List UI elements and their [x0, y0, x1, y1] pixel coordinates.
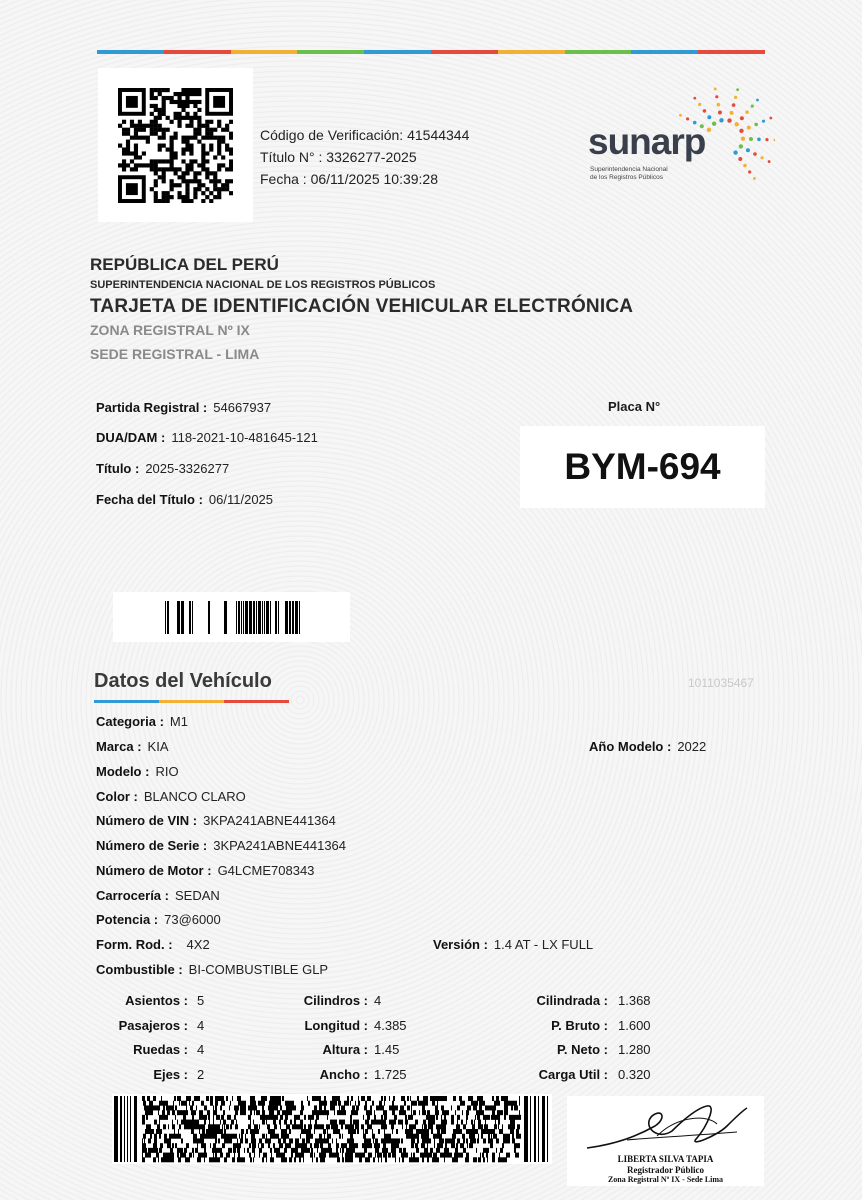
titulo-label: Título : — [96, 461, 140, 476]
field-color — [96, 789, 246, 804]
spec-altura-label-wrap — [258, 1042, 368, 1057]
signer-name: LIBERTA SILVA TAPIA — [617, 1154, 714, 1164]
sunarp-logo — [585, 86, 775, 194]
field-serie — [96, 838, 346, 853]
spec-pbruto-label-wrap — [488, 1018, 608, 1033]
section-title-datos: Datos del Vehículo — [94, 670, 272, 692]
cilindros-value: 4 — [374, 993, 382, 1008]
pbruto-label: P. Bruto : — [551, 1018, 608, 1033]
signature-icon — [567, 1096, 764, 1156]
combustible-value: BI-COMBUSTIBLE GLP — [188, 962, 329, 977]
pneto-value: 1.280 — [618, 1042, 651, 1057]
top-color-stripe — [97, 50, 765, 54]
formrod-value: 4X2 — [186, 937, 210, 952]
header-superintendencia: SUPERINTENDENCIA NACIONAL DE LOS REGISTROS PÚBLICOS — [90, 279, 436, 291]
carga-value: 0.320 — [618, 1067, 651, 1082]
color-value: BLANCO CLARO — [143, 789, 246, 804]
spec-cilindros-label-wrap — [258, 993, 368, 1008]
longitud-value: 4.385 — [374, 1018, 407, 1033]
header-sede: SEDE REGISTRAL - LIMA — [90, 346, 260, 362]
pasajeros-value: 4 — [197, 1018, 205, 1033]
motor-label: Número de Motor : — [96, 863, 212, 878]
verification-title-label: Título N° : — [260, 149, 323, 165]
partida-value: 54667937 — [213, 400, 272, 415]
field-titulo — [96, 461, 229, 476]
field-vin — [96, 813, 336, 828]
stripe-segment — [631, 50, 698, 54]
logo-wordmark: sunarp — [588, 121, 706, 162]
stripe-segment — [431, 50, 498, 54]
fecha-titulo-value: 06/11/2025 — [208, 492, 274, 507]
verification-code-value: 41544344 — [407, 127, 470, 143]
field-fecha-titulo — [96, 492, 273, 507]
field-potencia — [96, 912, 221, 927]
anio-value: 2022 — [677, 739, 707, 754]
underline-segment — [94, 700, 159, 703]
cilindros-label: Cilindros : — [303, 993, 368, 1008]
field-anio-modelo — [589, 739, 706, 754]
potencia-label: Potencia : — [96, 912, 159, 927]
header-republica: REPÚBLICA DEL PERÚ — [90, 255, 279, 274]
stripe-segment — [231, 50, 298, 54]
verification-block — [260, 124, 469, 190]
spec-asientos-label-wrap — [88, 993, 188, 1008]
field-dua — [96, 430, 318, 445]
ruedas-value: 4 — [197, 1042, 205, 1057]
pneto-label: P. Neto : — [556, 1042, 608, 1057]
vin-label: Número de VIN : — [96, 813, 198, 828]
header-zona: ZONA REGISTRAL Nº IX — [90, 322, 250, 338]
barcode-icon — [113, 592, 350, 642]
field-partida — [96, 400, 271, 415]
version-value: 1.4 AT - LX FULL — [493, 937, 594, 952]
spec-ancho-label-wrap — [258, 1067, 368, 1082]
spec-longitud-label-wrap — [258, 1018, 368, 1033]
qr-code-icon — [118, 88, 233, 203]
placa-value: BYM-694 — [564, 446, 721, 487]
section-underline — [94, 700, 289, 703]
document-title: TARJETA DE IDENTIFICACIÓN VEHICULAR ELECTRÓNICA — [90, 296, 634, 317]
logo-subtitle-line1: Superintendencia Nacional — [590, 166, 668, 173]
field-version — [433, 937, 593, 952]
stripe-segment — [565, 50, 632, 54]
serie-value: 3KPA241ABNE441364 — [213, 838, 347, 853]
carroceria-value: SEDAN — [174, 888, 220, 903]
dua-label: DUA/DAM : — [96, 430, 166, 445]
pasajeros-label: Pasajeros : — [118, 1018, 188, 1033]
verification-date-label: Fecha : — [260, 171, 307, 187]
serie-label: Número de Serie : — [96, 838, 208, 853]
field-carroceria — [96, 888, 220, 903]
pbruto-value: 1.600 — [618, 1018, 651, 1033]
ejes-value: 2 — [197, 1067, 205, 1082]
combustible-label: Combustible : — [96, 962, 183, 977]
logo-subtitle-line2: de los Registros Públicos — [590, 174, 663, 181]
fecha-titulo-label: Fecha del Título : — [96, 492, 203, 507]
motor-value: G4LCME708343 — [217, 863, 315, 878]
stripe-segment — [698, 50, 765, 54]
ancho-label: Ancho : — [319, 1067, 368, 1082]
field-categoria — [96, 714, 188, 729]
spec-pasajeros-label-wrap — [88, 1018, 188, 1033]
categoria-value: M1 — [169, 714, 188, 729]
stripe-segment — [364, 50, 431, 54]
asientos-value: 5 — [197, 993, 205, 1008]
verification-title-value: 3326277-2025 — [326, 149, 417, 165]
reference-number: 1011035467 — [688, 676, 754, 690]
titulo-value: 2025-3326277 — [145, 461, 230, 476]
cilindrada-label: Cilindrada : — [536, 993, 608, 1008]
altura-label: Altura : — [322, 1042, 368, 1057]
field-combustible — [96, 962, 328, 977]
stripe-segment — [97, 50, 164, 54]
logo-subtitle — [590, 166, 700, 182]
color-label: Color : — [96, 789, 138, 804]
verification-title-line — [260, 146, 469, 168]
ancho-value: 1.725 — [374, 1067, 407, 1082]
signer-role: Registrador Público — [626, 1165, 705, 1175]
placa-label: Placa N° — [608, 399, 661, 414]
qr-code — [98, 68, 253, 222]
carga-label: Carga Util : — [538, 1067, 608, 1082]
stripe-segment — [297, 50, 364, 54]
marca-value: KIA — [147, 739, 169, 754]
ruedas-label: Ruedas : — [133, 1042, 188, 1057]
longitud-label: Longitud : — [304, 1018, 368, 1033]
field-form-rod — [96, 937, 210, 952]
verification-code-label: Código de Verificación: — [260, 127, 404, 143]
verification-code-line — [260, 124, 469, 146]
signer-office: Zona Registral Nº IX - Sede Lima — [607, 1175, 724, 1184]
field-modelo — [96, 764, 179, 779]
version-label: Versión : — [433, 937, 488, 952]
carroceria-label: Carrocería : — [96, 888, 169, 903]
placa-box — [520, 426, 765, 508]
field-marca — [96, 739, 169, 754]
pdf417-barcode — [112, 1094, 552, 1164]
dua-value: 118-2021-10-481645-121 — [171, 430, 318, 445]
modelo-label: Modelo : — [96, 764, 150, 779]
signature-block — [567, 1096, 764, 1186]
verification-date-value: 06/11/2025 10:39:28 — [310, 171, 439, 187]
pdf417-barcode-icon — [112, 1094, 552, 1164]
vin-value: 3KPA241ABNE441364 — [203, 813, 336, 828]
underline-segment — [159, 700, 224, 703]
categoria-label: Categoria : — [96, 714, 164, 729]
field-motor — [96, 863, 314, 878]
ejes-label: Ejes : — [153, 1067, 188, 1082]
spec-cilindrada-label-wrap — [488, 993, 608, 1008]
stripe-segment — [164, 50, 231, 54]
underline-segment — [224, 700, 289, 703]
anio-label: Año Modelo : — [589, 739, 672, 754]
spec-ruedas-label-wrap — [88, 1042, 188, 1057]
marca-label: Marca : — [96, 739, 142, 754]
cilindrada-value: 1.368 — [618, 993, 651, 1008]
formrod-label: Form. Rod. : — [96, 937, 173, 952]
altura-value: 1.45 — [374, 1042, 400, 1057]
partida-label: Partida Registral : — [96, 400, 208, 415]
spec-pneto-label-wrap — [488, 1042, 608, 1057]
spec-ejes-label-wrap — [88, 1067, 188, 1082]
spec-carga-label-wrap — [488, 1067, 608, 1082]
verification-date-line — [260, 168, 469, 190]
asientos-label: Asientos : — [125, 993, 188, 1008]
potencia-value: 73@6000 — [164, 912, 221, 927]
stripe-segment — [498, 50, 565, 54]
modelo-value: RIO — [155, 764, 179, 779]
barcode-small — [113, 592, 350, 642]
